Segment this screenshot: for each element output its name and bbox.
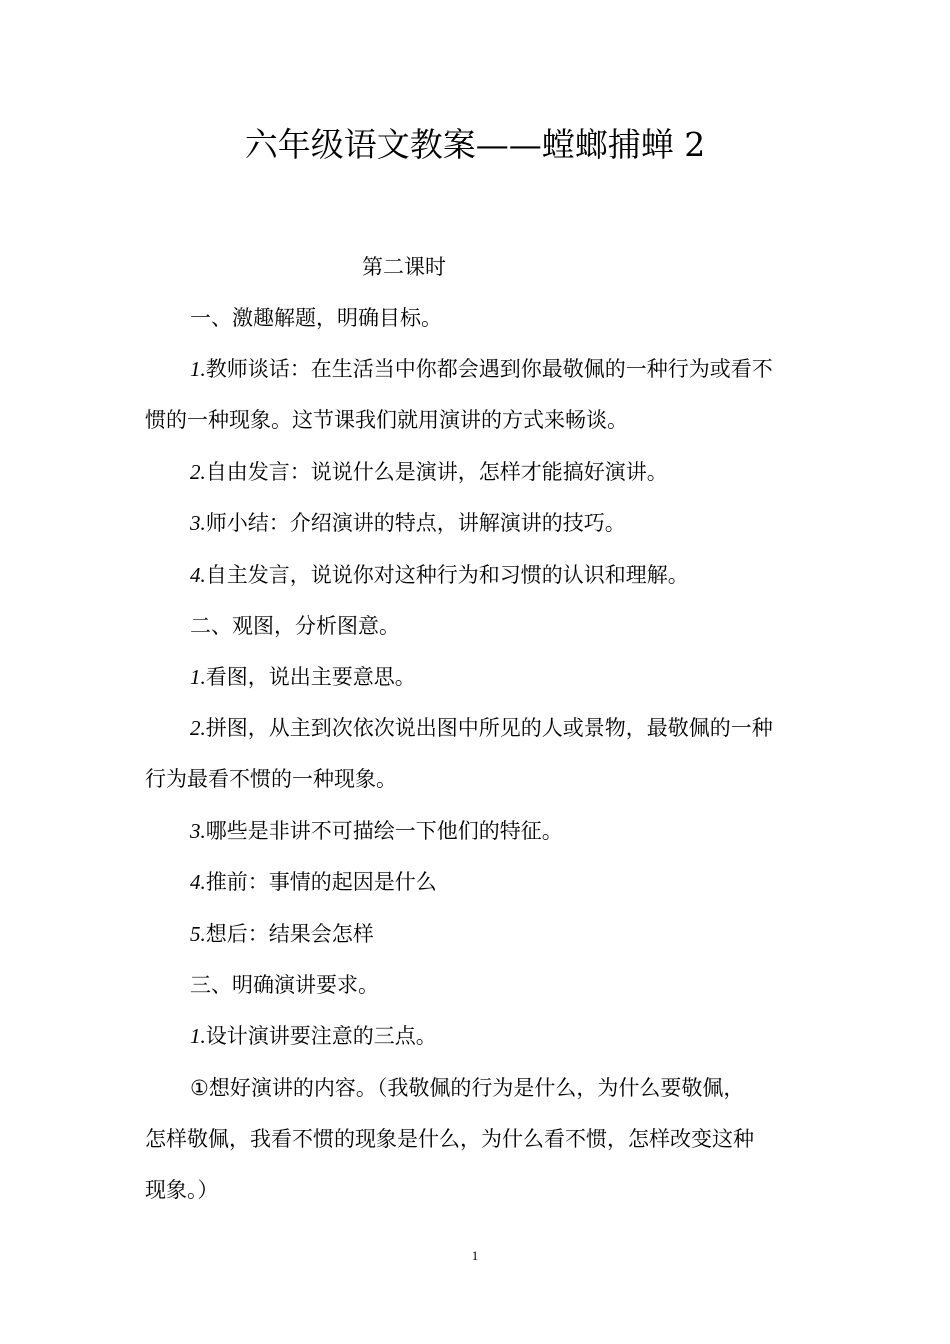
paragraph-line — [190, 1021, 437, 1051]
paragraph-line — [190, 662, 416, 692]
paragraph-line — [190, 303, 442, 333]
item-number: 3. — [190, 511, 206, 535]
line-text: 行为最看不惯的一种现象。 — [145, 767, 397, 791]
paragraph-line — [145, 1124, 754, 1154]
line-text: 教师谈话：在生活当中你都会遇到你最敬佩的一种行为或看不 — [205, 357, 773, 381]
line-text: 想后：结果会怎样 — [205, 922, 374, 946]
paragraph-line — [190, 816, 563, 846]
item-number: 1. — [190, 357, 206, 381]
item-number: 4. — [190, 563, 206, 587]
line-text: 三、明确演讲要求。 — [190, 973, 379, 997]
line-text: 惯的一种现象。这节课我们就用演讲的方式来畅谈。 — [145, 408, 628, 432]
line-text: 二、观图，分析图意。 — [190, 614, 400, 638]
line-text: 自由发言：说说什么是演讲，怎样才能搞好演讲。 — [205, 460, 668, 484]
line-text: 推前：事情的起因是什么 — [205, 870, 437, 894]
line-text: 拼图，从主到次依次说出图中所见的人或景物，最敬佩的一种 — [205, 716, 773, 740]
paragraph-line — [190, 508, 626, 538]
paragraph-line — [145, 405, 628, 435]
line-text: 设计演讲要注意的三点。 — [205, 1024, 437, 1048]
lesson-heading: 第二课时 — [362, 255, 446, 279]
paragraph-line — [190, 354, 773, 384]
item-number: 1. — [190, 665, 206, 689]
line-text: 看图，说出主要意思。 — [205, 665, 416, 689]
paragraph-line — [190, 611, 400, 641]
line-text: 怎样敬佩，我看不惯的现象是什么，为什么看不惯，怎样改变这种 — [145, 1127, 754, 1151]
item-number: 3. — [190, 819, 206, 843]
line-text: ①想好演讲的内容。（我敬佩的行为是什么，为什么要敬佩， — [190, 1076, 745, 1100]
paragraph-line — [190, 457, 668, 487]
paragraph-line — [190, 713, 773, 743]
paragraph-line — [190, 1073, 744, 1103]
line-text: 现象。） — [145, 1178, 219, 1202]
paragraph-line — [190, 970, 379, 1000]
paragraph-line — [145, 1175, 219, 1205]
paragraph-line — [190, 867, 437, 897]
line-text: 哪些是非讲不可描绘一下他们的特征。 — [205, 819, 563, 843]
item-number: 4. — [190, 870, 206, 894]
item-number: 2. — [190, 460, 206, 484]
line-text: 师小结：介绍演讲的特点，讲解演讲的技巧。 — [205, 511, 626, 535]
paragraph-line — [190, 560, 689, 590]
item-number: 1. — [190, 1024, 206, 1048]
paragraph-line — [145, 764, 397, 794]
document-title: 六年级语文教案——螳螂捕蝉 2 — [244, 125, 706, 164]
item-number: 2. — [190, 716, 206, 740]
paragraph-line — [190, 919, 374, 949]
item-number: 5. — [190, 922, 206, 946]
line-text: 自主发言，说说你对这种行为和习惯的认识和理解。 — [205, 563, 689, 587]
line-text: 一、激趣解题，明确目标。 — [190, 306, 442, 330]
page-number: 1 — [471, 1248, 479, 1263]
